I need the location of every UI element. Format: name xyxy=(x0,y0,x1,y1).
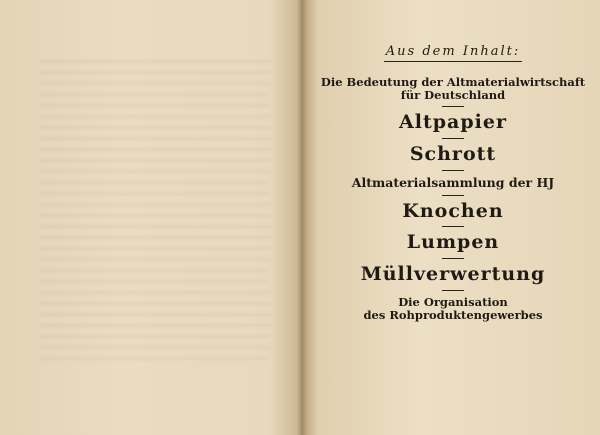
toc-entry-sammlung: Altmaterialsammlung der HJ xyxy=(351,175,555,191)
bleed-through-text xyxy=(40,60,270,360)
contents-heading: Aus dem Inhalt: xyxy=(384,44,522,62)
toc-entry-knochen: Knochen xyxy=(402,199,504,222)
divider xyxy=(442,138,464,139)
toc-entry-bedeutung-line2: für Deutschland xyxy=(400,88,506,103)
toc-entry-bedeutung-line1: Die Bedeutung der Altmaterialwirtschaft xyxy=(320,75,586,89)
divider xyxy=(442,170,464,171)
toc-entry-schrott: Schrott xyxy=(409,143,497,166)
table-of-contents xyxy=(306,40,600,322)
divider xyxy=(442,195,464,196)
toc-entry-organisation-line1: Die Organisation xyxy=(398,295,508,310)
divider xyxy=(442,226,464,227)
toc-entry-organisation-line2: des Rohproduktengewerbes xyxy=(363,308,543,323)
divider xyxy=(442,106,464,107)
toc-entry-altpapier: Altpapier xyxy=(399,111,507,134)
toc-entry-muellverwertung: Müllverwertung xyxy=(360,263,546,286)
divider xyxy=(442,290,464,291)
divider xyxy=(442,258,464,259)
toc-entry-lumpen: Lumpen xyxy=(406,231,500,254)
contents-page xyxy=(306,0,600,435)
